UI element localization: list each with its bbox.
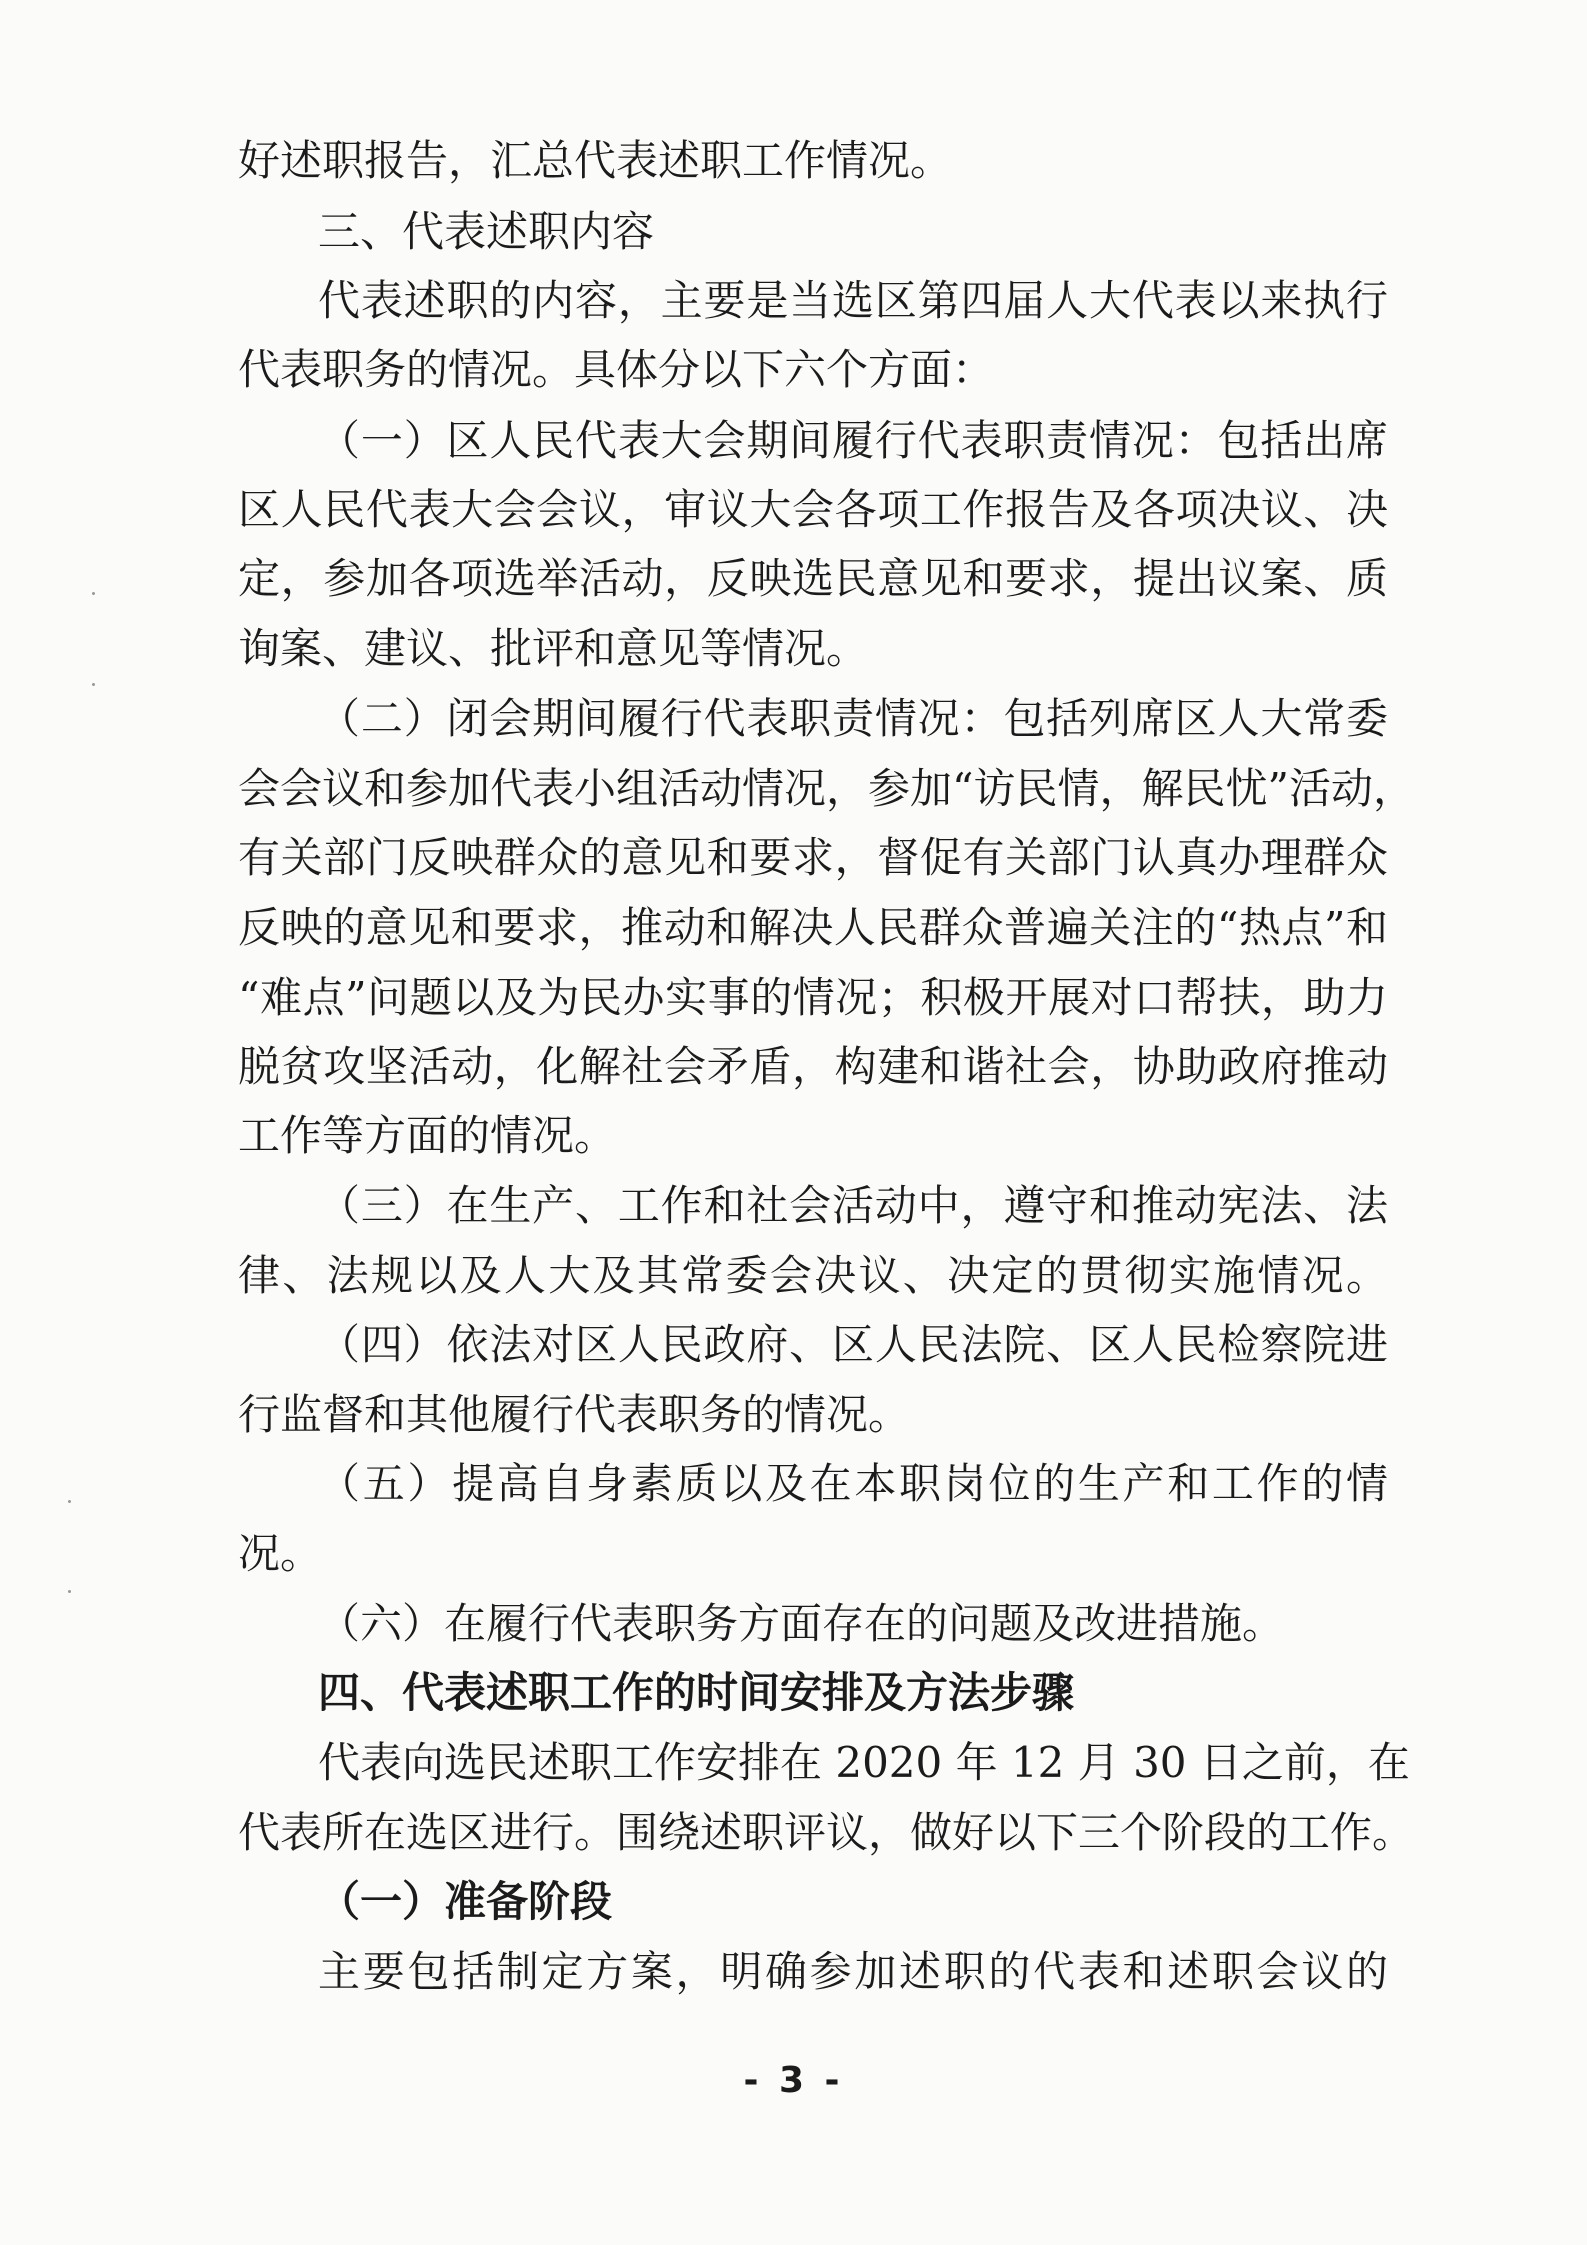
paragraph-line: 况。 [238, 1529, 323, 1578]
paragraph-line: 反映的意见和要求，推动和解决人民群众普遍关注的“热点”和 [238, 903, 1388, 952]
section-heading: 四、代表述职工作的时间安排及方法步骤 [318, 1668, 1075, 1717]
scan-speck [68, 1500, 71, 1503]
paragraph-line: 有关部门反映群众的意见和要求，督促有关部门认真办理群众 [238, 833, 1388, 882]
paragraph-line: 代表所在选区进行。围绕述职评议，做好以下三个阶段的工作。 [238, 1808, 1415, 1857]
paragraph-line: （三）在生产、工作和社会活动中，遵守和推动宪法、法 [318, 1181, 1388, 1230]
paragraph-line: 律、法规以及人大及其常委会决议、决定的贯彻实施情况。 [238, 1251, 1388, 1300]
paragraph-line: 代表职务的情况。具体分以下六个方面： [238, 345, 995, 394]
paragraph-line: 脱贫攻坚活动，化解社会矛盾，构建和谐社会，协助政府推动 [238, 1042, 1388, 1091]
paragraph-line: （二）闭会期间履行代表职责情况：包括列席区人大常委 [318, 694, 1388, 743]
paragraph-line: 行监督和其他履行代表职务的情况。 [238, 1390, 911, 1439]
paragraph-line: 好述职报告，汇总代表述职工作情况。 [238, 136, 953, 185]
page-number: - 3 - [743, 2060, 844, 2101]
paragraph-line: 定，参加各项选举活动，反映选民意见和要求，提出议案、质 [238, 554, 1388, 603]
paragraph-line: （一）区人民代表大会期间履行代表职责情况：包括出席 [318, 416, 1388, 465]
scan-speck [92, 683, 95, 686]
scan-speck [92, 592, 95, 595]
paragraph-line: 工作等方面的情况。 [238, 1111, 617, 1160]
section-heading: 三、代表述职内容 [318, 207, 655, 256]
paragraph-line: 主要包括制定方案，明确参加述职的代表和述职会议的 [318, 1947, 1388, 1996]
paragraph-line: 询案、建议、批评和意见等情况。 [238, 624, 869, 673]
subsection-heading: （一）准备阶段 [318, 1877, 613, 1926]
paragraph-line: 代表向选民述职工作安排在 2020 年 12 月 30 日之前，在 [318, 1738, 1410, 1787]
paragraph-line: 代表述职的内容，主要是当选区第四届人大代表以来执行 [318, 276, 1388, 325]
paragraph-line: 会会议和参加代表小组活动情况，参加“访民情，解民忧”活动， [238, 764, 1415, 813]
paragraph-line: “难点”问题以及为民办实事的情况；积极开展对口帮扶，助力 [238, 973, 1388, 1022]
paragraph-line: 区人民代表大会会议，审议大会各项工作报告及各项决议、决 [238, 485, 1388, 534]
paragraph-line: （五）提高自身素质以及在本职岗位的生产和工作的情 [318, 1459, 1388, 1508]
scan-speck [68, 1590, 71, 1593]
paragraph-line: （六）在履行代表职务方面存在的问题及改进措施。 [318, 1599, 1285, 1648]
paragraph-line: （四）依法对区人民政府、区人民法院、区人民检察院进 [318, 1320, 1388, 1369]
